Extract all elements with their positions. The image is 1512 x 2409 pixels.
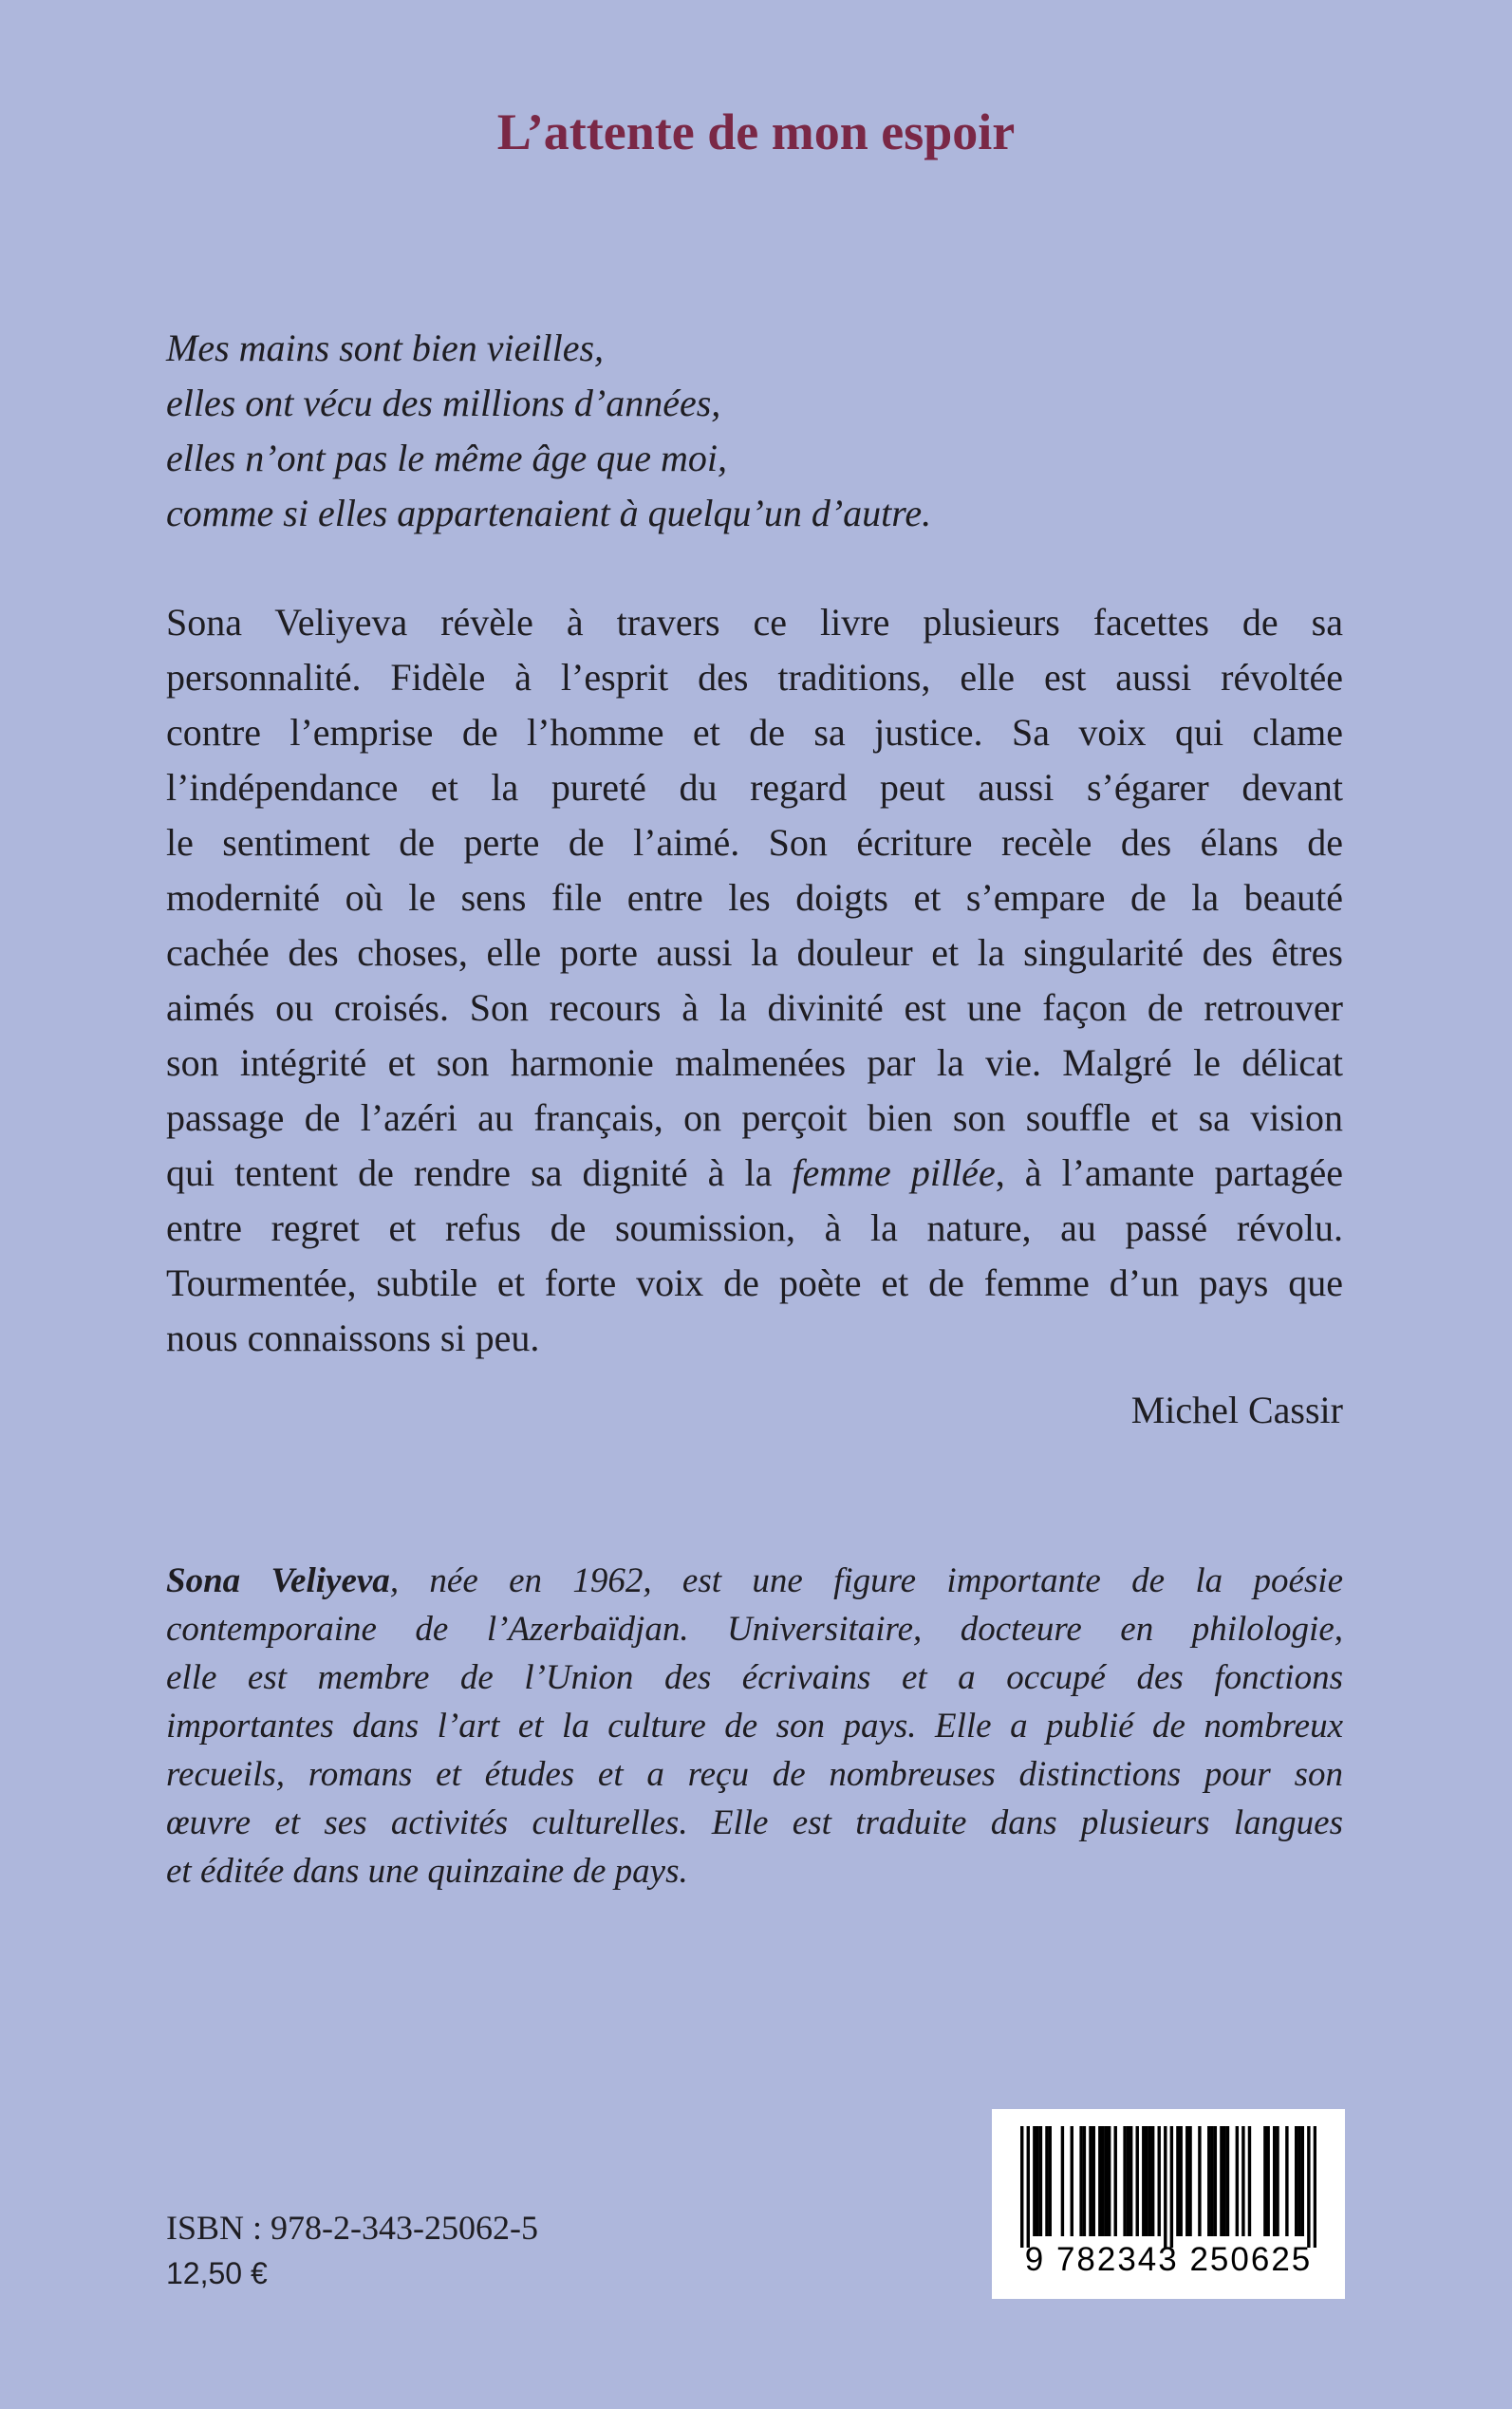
barcode-bar [1020, 2126, 1023, 2248]
review-line: cachée des choses, elle porte aussi la douleur et la singularité des êtres [166, 931, 1343, 974]
barcode-bar [1164, 2126, 1167, 2248]
review-line: son intégrité et son harmonie malmenées par la vie. Malgré le délicat [166, 1041, 1343, 1084]
review-line: personnalité. Fidèle à l’esprit des traditions, elle est aussi révoltée [166, 656, 1343, 699]
barcode-digits: 9 782343 250625 [1024, 2241, 1313, 2278]
poem-line: Mes mains sont bien vieilles, [166, 327, 605, 369]
barcode-bar [1185, 2126, 1188, 2236]
review-line: aimés ou croisés. Son recours à la divinité est une façon de retrouver [166, 986, 1343, 1029]
barcode-bar [1307, 2126, 1310, 2248]
barcode-bar [1223, 2126, 1225, 2236]
barcode-bar [1101, 2126, 1104, 2236]
price: 12,50 € [166, 2256, 268, 2290]
barcode-bar [1226, 2126, 1229, 2236]
barcode [992, 2109, 1345, 2299]
bio-line [166, 1557, 1343, 1605]
barcode-bar [1273, 2126, 1276, 2236]
barcode-bar [1188, 2126, 1191, 2236]
barcode-bar [1248, 2126, 1251, 2236]
barcode-bar [1266, 2126, 1269, 2236]
bio-author-name: Sona Veliyeva [166, 1561, 390, 1600]
barcode-bar [1198, 2126, 1201, 2236]
bio-text: , née en 1962, est une figure importante de la poésie [389, 1561, 1343, 1600]
barcode-bar [1236, 2126, 1239, 2236]
barcode-bar [1033, 2126, 1036, 2236]
barcode-bar [1049, 2126, 1052, 2236]
barcode-bar [1071, 2126, 1073, 2236]
barcode-bar [1151, 2126, 1154, 2236]
bio-line: importantes dans l’art et la culture de son pays. Elle a publié de nombreux [166, 1707, 1343, 1746]
barcode-bar [1105, 2126, 1108, 2236]
barcode-bar [1148, 2126, 1151, 2236]
review-line: Sona Veliyeva révèle à travers ce livre plusieurs facettes de sa [166, 601, 1343, 644]
review-paragraph [166, 595, 1343, 1366]
barcode-bar [1136, 2126, 1139, 2236]
review-emphasis: femme pillée [792, 1151, 996, 1194]
review-line: modernité où le sens file entre les doigts et s’empare de la beauté [166, 876, 1343, 919]
barcode-bar [1214, 2126, 1217, 2236]
bio-line: contemporaine de l’Azerbaïdjan. Universitaire, docteure en philologie, [166, 1610, 1343, 1649]
barcode-bar [1114, 2126, 1117, 2236]
barcode-bar [1207, 2126, 1210, 2236]
barcode-bar [1170, 2126, 1173, 2248]
review-line [166, 1146, 1343, 1201]
review-line: Tourmentée, subtile et forte voix de poète et de femme d’un pays que [166, 1261, 1343, 1304]
barcode-bar [1079, 2126, 1082, 2236]
barcode-bar [1129, 2126, 1132, 2236]
barcode-bar [1127, 2126, 1129, 2236]
bio-line: elle est membre de l’Union des écrivains et a occupé des fonctions [166, 1658, 1343, 1697]
poem-excerpt [166, 321, 1353, 541]
poem-line: comme si elles appartenaient à quelqu’un d’autre. [166, 492, 932, 534]
review-line: le sentiment de perte de l’aimé. Son écriture recèle des élans de [166, 821, 1343, 864]
author-biography [166, 1557, 1343, 1895]
barcode-bar [1039, 2126, 1042, 2236]
barcode-bar [1297, 2126, 1300, 2236]
barcode-bar [1158, 2126, 1161, 2236]
barcode-bar [1263, 2126, 1266, 2236]
barcode-bar [1276, 2126, 1279, 2236]
poem-line: elles n’ont pas le même âge que moi, [166, 437, 727, 479]
barcode-bar [1123, 2126, 1126, 2236]
barcode-bar [1314, 2126, 1316, 2248]
barcode-bar [1220, 2126, 1223, 2236]
barcode-bar [1083, 2126, 1086, 2236]
barcode-bar [1176, 2126, 1179, 2236]
review-line: contre l’emprise de l’homme et de sa justice. Sa voix qui clame [166, 711, 1343, 754]
review-text: qui tentent de rendre sa dignité à la [166, 1151, 793, 1194]
barcode-bar [1036, 2126, 1038, 2236]
review-author: Michel Cassir [1130, 1389, 1343, 1431]
barcode-bar [1108, 2126, 1111, 2236]
barcode-bar [1241, 2126, 1244, 2236]
barcode-bar [1285, 2126, 1288, 2236]
barcode-bar [1045, 2126, 1048, 2236]
barcode-bar [1295, 2126, 1297, 2236]
barcode-bar [1098, 2126, 1101, 2236]
bio-line: recueils, romans et études et a reçu de nombreuses distinctions pour son [166, 1755, 1343, 1794]
barcode-bar [1145, 2126, 1148, 2236]
barcode-bar [1092, 2126, 1095, 2236]
review-line: passage de l’azéri au français, on perçoit bien son souffle et sa vision [166, 1096, 1343, 1139]
barcode-bar [1027, 2126, 1030, 2248]
review-text: , à l’amante partagée [995, 1151, 1344, 1194]
barcode-bar [1179, 2126, 1182, 2236]
barcode-bar [1301, 2126, 1304, 2236]
bio-line: œuvre et ses activités culturelles. Elle est traduite dans plusieurs langues [166, 1803, 1343, 1842]
review-line: nous connaissons si peu. [166, 1317, 540, 1359]
review-line: l’indépendance et la pureté du regard peut aussi s’égarer devant [166, 766, 1343, 809]
barcode-bar [1210, 2126, 1213, 2236]
isbn-number: ISBN : 978-2-343-25062-5 [166, 2209, 538, 2247]
poem-line: elles ont vécu des millions d’années, [166, 382, 721, 424]
bio-line: et éditée dans une quinzaine de pays. [166, 1852, 688, 1891]
barcode-bar [1061, 2126, 1064, 2236]
book-title: L’attente de mon espoir [496, 103, 1016, 160]
review-line: entre regret et refus de soumission, à la nature, au passé révolu. [166, 1206, 1343, 1249]
barcode-bar [1089, 2126, 1092, 2236]
barcode-bars [1020, 2126, 1316, 2248]
barcode-bar [1142, 2126, 1145, 2236]
